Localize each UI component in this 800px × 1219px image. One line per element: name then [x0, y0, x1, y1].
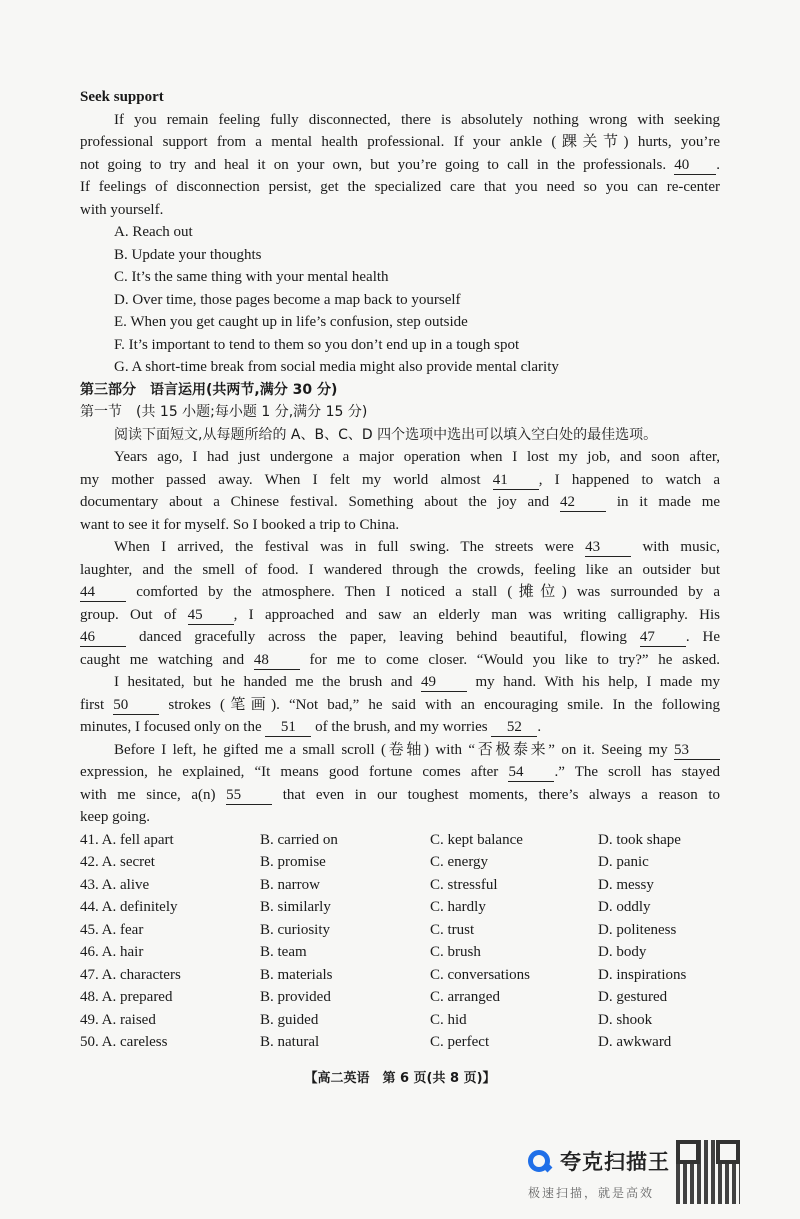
text-span: my hand. With his help, I made my — [475, 674, 721, 690]
option-cell: C. stressful — [430, 876, 498, 893]
blank-48: 48 — [254, 652, 300, 670]
text-span: not going to try and heal it on your own, but you’re going to call in the professionals. — [80, 156, 667, 173]
text-span: caught me watching and — [80, 651, 245, 668]
option-7-f: F. It’s important to tend to them so you don’t end up in a tough spot — [114, 336, 520, 353]
paragraph-line: with yourself. — [80, 201, 164, 218]
text-span: documentary about a Chinese festival. Something about the joy and — [80, 494, 550, 510]
story-line — [80, 626, 720, 649]
blank-50: 50 — [113, 697, 159, 715]
option-7-b: B. Update your thoughts — [114, 246, 262, 263]
text-span: , I happened to watch a — [538, 471, 721, 488]
option-cell: B. guided — [260, 1011, 319, 1028]
question-options — [80, 829, 720, 1054]
text-span: group. Out of — [80, 606, 177, 623]
page-footer: 【高二英语 第 6 页(共 8 页)】 — [304, 1071, 496, 1086]
blank-53: 53 — [674, 742, 720, 760]
option-cell: B. natural — [260, 1034, 320, 1050]
story-line — [80, 739, 720, 762]
paragraph-line — [80, 154, 720, 177]
text-span: for me to come closer. “Would you like to try?” he asked. — [309, 651, 721, 668]
question-row — [80, 874, 720, 897]
question-row — [80, 1009, 720, 1032]
option-cell: C. hid — [430, 1011, 467, 1028]
text-span: . — [716, 156, 721, 173]
story-line — [80, 649, 720, 672]
option-cell: D. oddly — [598, 899, 651, 915]
option-cell: D. messy — [598, 876, 654, 893]
text-span: with me since, a(n) — [80, 786, 216, 803]
text-span: in it made me — [616, 494, 721, 510]
story-line — [80, 491, 720, 514]
option-cell: 48. A. prepared — [80, 989, 173, 1005]
option-cell: B. carried on — [260, 831, 338, 848]
brand-name: 夸克扫描王 — [560, 1150, 670, 1174]
text-span: I hesitated, but he handed me the brush and — [114, 674, 413, 690]
blank-40: 40 — [674, 157, 716, 175]
option-cell: 43. A. alive — [80, 876, 150, 893]
question-row — [80, 851, 720, 874]
text-span: strokes (笔画). “Not bad,” he said with an encouraging smile. In the following — [168, 696, 721, 713]
question-row — [80, 986, 720, 1009]
question-row — [80, 964, 720, 987]
option-7-g: G. A short-time break from social media might also provide mental clarity — [114, 359, 559, 375]
section-title: Seek support — [80, 89, 164, 105]
story-line: laughter, and the smell of food. I wandered through the crowds, feeling like an outsider but — [80, 561, 720, 578]
blank-41: 41 — [493, 472, 539, 490]
text-span: minutes, I focused only on the — [80, 719, 262, 735]
question-row — [80, 829, 720, 852]
option-cell: C. kept balance — [430, 831, 523, 848]
option-cell: 49. A. raised — [80, 1011, 156, 1028]
text-span: danced gracefully across the paper, leaving behind beautiful, flowing — [138, 629, 627, 645]
text-span: that even in our toughest moments, there’s always a reason to — [282, 786, 720, 803]
option-cell: D. inspirations — [598, 966, 687, 983]
text-span: . He — [685, 629, 721, 645]
option-cell: 47. A. characters — [80, 966, 181, 983]
text-span: first — [80, 696, 105, 713]
option-7-e: E. When you get caught up in life’s confusion, step outside — [114, 314, 468, 330]
option-cell: D. awkward — [598, 1034, 672, 1050]
story-line: want to see it for myself. So I booked a trip to China. — [80, 516, 400, 533]
paragraph-line: If you remain feeling fully disconnected, there is absolutely nothing wrong with seeking — [114, 111, 720, 128]
option-7-d: D. Over time, those pages become a map back to yourself — [114, 291, 461, 308]
option-cell: C. perfect — [430, 1034, 490, 1050]
blank-42: 42 — [560, 494, 606, 512]
story-line — [80, 604, 720, 627]
blank-47: 47 — [640, 629, 686, 647]
text-span: of the brush, and my worries — [315, 719, 488, 735]
option-cell: 46. A. hair — [80, 944, 144, 960]
text-span: expression, he explained, “It means good fortune comes after — [80, 764, 499, 780]
option-cell: 45. A. fear — [80, 921, 144, 938]
document-page — [80, 86, 720, 1054]
option-7-c: C. It’s the same thing with your mental health — [114, 269, 389, 285]
option-cell: B. promise — [260, 854, 326, 870]
option-cell: D. panic — [598, 854, 649, 870]
blank-49: 49 — [421, 674, 467, 692]
option-cell: 44. A. definitely — [80, 899, 178, 915]
option-7-a: A. Reach out — [114, 224, 193, 240]
option-cell: C. hardly — [430, 899, 486, 915]
option-cell: B. curiosity — [260, 921, 330, 938]
option-cell: D. took shape — [598, 831, 681, 848]
blank-43: 43 — [585, 539, 631, 557]
qr-code-icon — [676, 1140, 740, 1204]
story-line — [80, 761, 720, 784]
text-span: .” The scroll has stayed — [554, 764, 721, 780]
text-span: comforted by the atmosphere. Then I noticed a stall (摊位) was surrounded by a — [136, 584, 721, 600]
section-1-title: 第一节 (共 15 小题;每小题 1 分,满分 15 分) — [80, 404, 368, 420]
option-cell: D. shook — [598, 1011, 653, 1028]
blank-54: 54 — [508, 764, 554, 782]
option-cell: D. politeness — [598, 921, 677, 938]
story-line — [80, 581, 720, 604]
option-cell: D. gestured — [598, 989, 668, 1005]
option-cell: B. materials — [260, 966, 333, 983]
paragraph-line: If feelings of disconnection persist, get the specialized care that you need so you can re-center — [80, 179, 720, 195]
blank-55: 55 — [226, 787, 272, 805]
option-cell: D. body — [598, 944, 647, 960]
option-cell: 50. A. careless — [80, 1034, 168, 1050]
blank-52: 52 — [491, 719, 537, 737]
option-cell: C. conversations — [430, 966, 530, 983]
option-cell: B. similarly — [260, 899, 331, 915]
question-row — [80, 919, 720, 942]
story-line: keep going. — [80, 809, 150, 825]
option-cell: B. provided — [260, 989, 331, 1005]
part-3-title: 第三部分 语言运用(共两节,满分 30 分) — [80, 381, 338, 398]
question-row — [80, 941, 720, 964]
text-span: with music, — [642, 539, 721, 555]
text-span: Before I left, he gifted me a small scroll (卷轴) with “否极泰来” on it. Seeing my — [114, 741, 668, 758]
story-line — [80, 716, 720, 739]
text-span: When I arrived, the festival was in full swing. The streets were — [114, 539, 574, 555]
blank-46: 46 — [80, 629, 126, 647]
option-cell: B. team — [260, 944, 307, 960]
option-cell: B. narrow — [260, 876, 320, 893]
text-span: , I approached and saw an elderly man was writing calligraphy. His — [233, 606, 721, 623]
blank-44: 44 — [80, 584, 126, 602]
instruction: 阅读下面短文,从每题所给的 A、B、C、D 四个选项中选出可以填入空白处的最佳选项。 — [114, 426, 658, 443]
scanner-brand — [528, 1146, 670, 1176]
option-cell: 42. A. secret — [80, 854, 155, 870]
story-line — [80, 784, 720, 807]
blank-51: 51 — [265, 719, 311, 737]
text-span: . — [537, 719, 542, 735]
paragraph-line: professional support from a mental health professional. If your ankle (踝关节) hurts, you’re — [80, 134, 720, 150]
story-line — [80, 694, 720, 717]
option-cell: C. energy — [430, 854, 489, 870]
blank-45: 45 — [188, 607, 234, 625]
story-line — [80, 469, 720, 492]
story-line — [80, 671, 720, 694]
text-span: my mother passed away. When I felt my world almost — [80, 471, 481, 488]
brand-slogan: 极速扫描，就是高效 — [528, 1186, 655, 1200]
question-row — [80, 896, 720, 919]
story-line — [80, 536, 720, 559]
story-line: Years ago, I had just undergone a major operation when I lost my job, and soon after, — [114, 449, 720, 465]
option-cell: C. trust — [430, 921, 475, 938]
option-cell: C. arranged — [430, 989, 500, 1005]
option-cell: 41. A. fell apart — [80, 831, 174, 848]
question-row — [80, 1031, 720, 1054]
option-cell: C. brush — [430, 944, 481, 960]
quark-logo-icon — [528, 1150, 550, 1172]
